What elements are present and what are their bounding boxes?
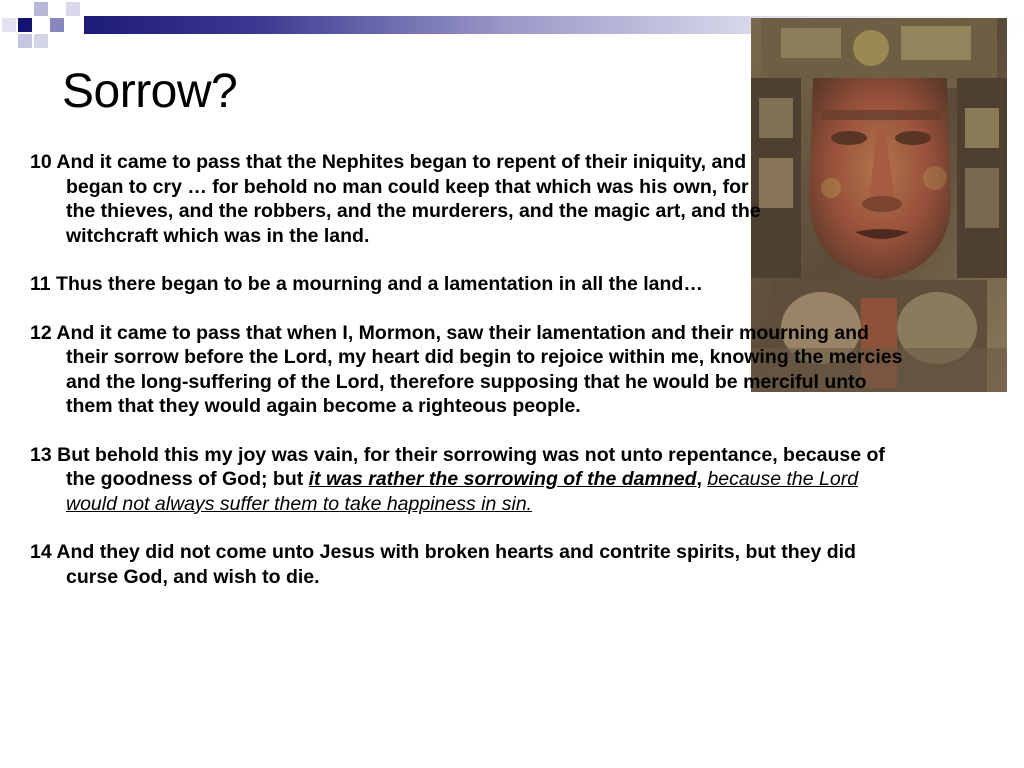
verse-13-underlined: because the Lord would not always suffer them to take happiness in sin.: [66, 468, 859, 515]
verse-12: 12 And it came to pass that when I, Mormon, saw their lamentation and their mourning and their sorrow before the Lord, my heart did begin to rejoice within me, knowing the mercies and the long-suffering of the Lord, therefore supposing that he would be merciful unto them that they would again become a righteous people.: [30, 321, 903, 417]
verse-13: [30, 443, 910, 517]
verse-13-comma: ,: [696, 468, 702, 490]
decor-square: [50, 18, 64, 32]
slide-title: Sorrow?: [62, 65, 238, 118]
scripture-text: [30, 150, 910, 613]
decor-square: [18, 18, 32, 32]
verse-11: 11 Thus there began to be a mourning and a lamentation in all the land…: [30, 273, 703, 295]
decor-square: [66, 2, 80, 16]
verse-10: 10 And it came to pass that the Nephites began to repent of their iniquity, and began to cry … for behold no man could keep that which was his own, for the thieves, and the robbers, and the murderers, and the magic art, and the witchcraft which was in the land.: [30, 151, 761, 247]
verse-13-emphasis: it was rather the sorrowing of the damned: [308, 468, 697, 490]
decor-square: [34, 2, 48, 16]
verse-14: 14 And they did not come unto Jesus with broken hearts and contrite spirits, but they did curse God, and wish to die.: [30, 541, 856, 588]
verse-13-text: 13 But behold this my joy was vain, for their sorrowing was not unto repentance, because of the goodness of God; but: [30, 443, 885, 490]
decor-square: [2, 18, 16, 32]
decor-square: [34, 34, 48, 48]
decor-square: [18, 34, 32, 48]
